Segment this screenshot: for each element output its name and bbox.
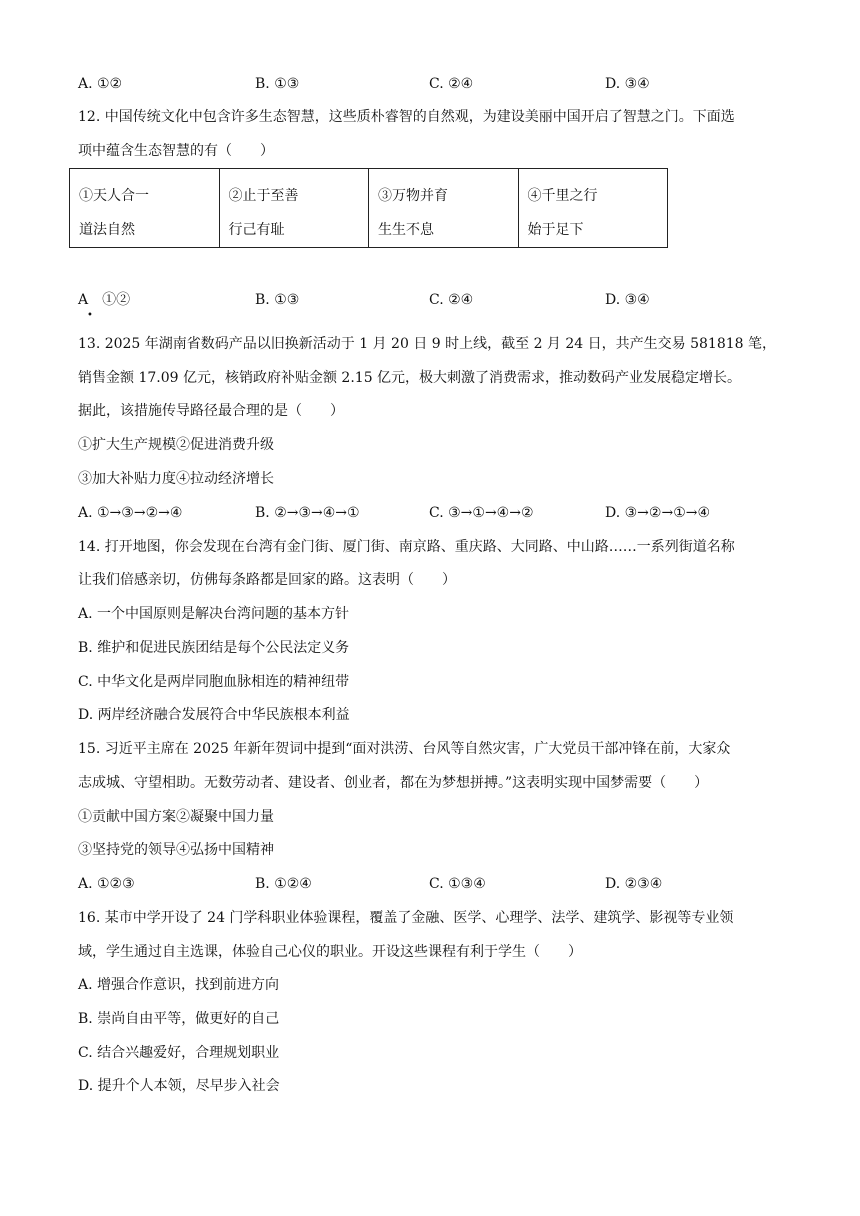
q12-option-a: A ①② — [78, 292, 131, 308]
q12-option-c: C. ②④ — [429, 292, 474, 308]
q15-items-line-2: ③坚持党的领导④弘扬中国精神 — [78, 842, 274, 858]
q15-option-d: D. ②③④ — [605, 876, 663, 892]
q14-option-b: B. 维护和促进民族团结是每个公民法定义务 — [78, 640, 350, 656]
q12-idiom-table — [69, 168, 668, 248]
q16-option-b: B. 崇尚自由平等，做更好的自己 — [78, 1011, 280, 1027]
q12-stem-line-2: 项中蕴含生态智慧的有（ ） — [78, 143, 274, 159]
q12-cell-2-line-2: 行己有耻 — [228, 222, 285, 238]
q12-cell-1-line-1: ①天人合一 — [79, 188, 149, 204]
q16-stem-line-1: 16. 某市中学开设了 24 门学科职业体验课程，覆盖了金融、医学、心理学、法学、建筑学、影视等专业领 — [78, 910, 734, 926]
q13-option-c: C. ③→①→④→② — [429, 505, 534, 521]
q11-option-d: D. ③④ — [605, 76, 650, 92]
q13-items-line-2: ③加大补贴力度④拉动经济增长 — [78, 471, 274, 487]
q14-option-a: A. 一个中国原则是解决台湾问题的基本方针 — [78, 606, 350, 622]
q11-option-c: C. ②④ — [429, 76, 474, 92]
q11-option-b: B. ①③ — [255, 76, 300, 92]
q14-stem-line-1: 14. 打开地图，你会发现在台湾有金门街、厦门街、南京路、重庆路、大同路、中山路……一系列街道名称 — [78, 539, 735, 555]
q13-option-d: D. ③→②→①→④ — [605, 505, 711, 521]
q12-table-cell-2 — [219, 169, 369, 248]
q16-option-d: D. 提升个人本领，尽早步入社会 — [78, 1078, 280, 1094]
q12-cell-3-line-1: ③万物并育 — [378, 188, 448, 204]
q12-table-cell-4 — [518, 169, 668, 248]
q11-options — [78, 74, 778, 94]
q12-options — [78, 290, 778, 310]
q15-stem-line-2: 志成城、守望相助。无数劳动者、建设者、创业者，都在为梦想拼搏。”这表明实现中国梦需要（ ） — [78, 775, 709, 791]
q12-cell-2-line-1: ②止于至善 — [228, 188, 299, 204]
q15-items-line-1: ①贡献中国方案②凝聚中国力量 — [78, 809, 274, 825]
q14-stem-line-2: 让我们倍感亲切，仿佛每条路都是回家的路。这表明（ ） — [78, 572, 456, 588]
q15-options — [78, 874, 778, 894]
q11-option-a: A. ①② — [78, 76, 123, 92]
q13-option-b: B. ②→③→④→① — [255, 505, 360, 521]
q16-option-c: C. 结合兴趣爱好，合理规划职业 — [78, 1045, 280, 1061]
q12-option-d: D. ③④ — [605, 292, 650, 308]
q15-option-b: B. ①②④ — [255, 876, 312, 892]
q12-table-cell-3 — [369, 169, 519, 248]
q12-stem-line-1: 12. 中国传统文化中包含许多生态智慧，这些质朴睿智的自然观，为建设美丽中国开启了智慧之门。下面选 — [78, 109, 735, 125]
q13-option-a: A. ①→③→②→④ — [78, 505, 183, 521]
q15-stem-line-1: 15. 习近平主席在 2025 年新年贺词中提到“面对洪涝、台风等自然灾害，广大党员干部冲锋在前，大家众 — [78, 741, 731, 757]
q12-cell-3-line-2: 生生不息 — [378, 222, 434, 238]
q13-items-line-1: ①扩大生产规模②促进消费升级 — [78, 437, 274, 453]
q12-cell-4-line-1: ④千里之行 — [527, 188, 598, 204]
q13-options — [78, 503, 778, 523]
q16-option-a: A. 增强合作意识，找到前进方向 — [78, 977, 280, 993]
q12-option-b: B. ①③ — [255, 292, 300, 308]
q13-stem-line-1: 13. 2025 年湖南省数码产品以旧换新活动于 1 月 20 日 9 时上线，截至 2 月 24 日，共产生交易 581818 笔， — [78, 336, 776, 352]
q13-stem-line-3: 据此，该措施传导路径最合理的是（ ） — [78, 403, 344, 419]
q13-stem-line-2: 销售金额 17.09 亿元，核销政府补贴金额 2.15 亿元，极大刺激了消费需求，推动数码产业发展稳定增长。 — [78, 370, 742, 386]
q12-cell-1-line-2: 道法自然 — [79, 222, 135, 238]
q12-cell-4-line-2: 始于足下 — [527, 222, 584, 238]
q15-option-a: A. ①②③ — [78, 876, 135, 892]
q16-stem-line-2: 域，学生通过自主选课，体验自己心仪的职业。开设这些课程有利于学生（ ） — [78, 944, 582, 960]
q14-option-c: C. 中华文化是两岸同胞血脉相连的精神纽带 — [78, 674, 350, 690]
q15-option-c: C. ①③④ — [429, 876, 486, 892]
q14-option-d: D. 两岸经济融合发展符合中华民族根本利益 — [78, 707, 350, 723]
q12-option-a-dot-mark: • — [87, 310, 93, 321]
q12-table-cell-1 — [70, 169, 220, 248]
